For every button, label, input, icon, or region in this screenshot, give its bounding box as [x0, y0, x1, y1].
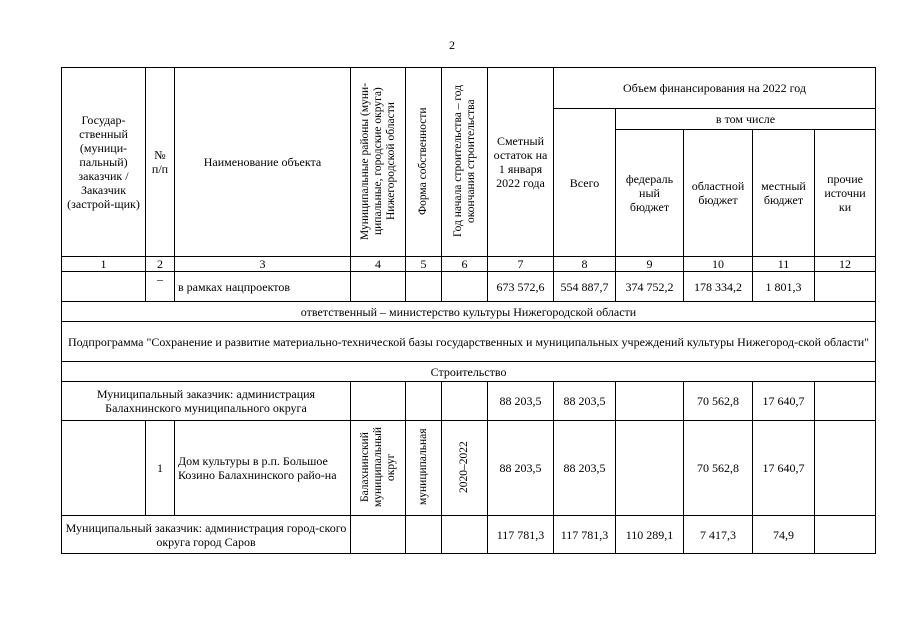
object1-num: 1 — [146, 421, 175, 516]
col-number: 11 — [753, 257, 815, 272]
object1-ownership-text: муниципальная — [417, 428, 429, 505]
header-years — [442, 68, 488, 257]
customer2-regional: 7 417,3 — [684, 516, 753, 554]
empty-cell — [406, 272, 442, 302]
natsproject-name: в рамках нацпроектов — [175, 272, 351, 302]
col-number: 2 — [146, 257, 175, 272]
col-number: 9 — [616, 257, 684, 272]
responsible-row — [62, 302, 876, 322]
empty-cell — [62, 421, 146, 516]
empty-cell — [616, 421, 684, 516]
header-districts — [351, 68, 406, 257]
empty-cell — [351, 516, 406, 554]
col-number: 3 — [175, 257, 351, 272]
header-including: в том числе — [616, 109, 876, 130]
empty-cell — [351, 272, 406, 302]
empty-cell — [406, 382, 442, 421]
customer2-estimate: 117 781,3 — [488, 516, 554, 554]
natsproject-regional: 178 334,2 — [684, 272, 753, 302]
customer1-local: 17 640,7 — [753, 382, 815, 421]
header-local: местный бюджет — [753, 130, 815, 257]
empty-cell — [815, 421, 876, 516]
empty-cell — [616, 382, 684, 421]
header-other: прочие источни ки — [815, 130, 876, 257]
section-row — [62, 362, 876, 382]
header-number: № п/п — [146, 68, 175, 257]
customer1-total: 88 203,5 — [554, 382, 616, 421]
natsproject-total: 554 887,7 — [554, 272, 616, 302]
header-districts-text: Муниципальные районы (муни-ципальные, городские округа) Нижегородской области — [358, 81, 397, 240]
natsproject-num: – — [146, 272, 175, 302]
object1-years — [442, 421, 488, 516]
section-title: Строительство — [62, 362, 876, 382]
customer2-total: 117 781,3 — [554, 516, 616, 554]
col-number: 7 — [488, 257, 554, 272]
object1-local: 17 640,7 — [753, 421, 815, 516]
customer2-federal: 110 289,1 — [616, 516, 684, 554]
header-total: Всего — [554, 109, 616, 257]
object1-regional: 70 562,8 — [684, 421, 753, 516]
natsproject-local: 1 801,3 — [753, 272, 815, 302]
col-number: 12 — [815, 257, 876, 272]
object1-total: 88 203,5 — [554, 421, 616, 516]
header-years-text: Год начала строительства – год окончания строительства — [451, 84, 477, 237]
customer1-label: Муниципальный заказчик: администрация Балахнинского муниципального округа — [62, 382, 351, 421]
customer1-estimate: 88 203,5 — [488, 382, 554, 421]
customer2-row — [62, 516, 876, 554]
empty-cell — [62, 272, 146, 302]
header-object-name: Наименование объекта — [175, 68, 351, 257]
natsproject-row — [62, 272, 876, 302]
col-number: 4 — [351, 257, 406, 272]
col-number: 1 — [62, 257, 146, 272]
customer2-local: 74,9 — [753, 516, 815, 554]
header-funding-group: Объем финансирования на 2022 год — [554, 68, 876, 109]
empty-cell — [406, 516, 442, 554]
natsproject-estimate: 673 572,6 — [488, 272, 554, 302]
col-number: 6 — [442, 257, 488, 272]
empty-cell — [351, 382, 406, 421]
empty-cell — [442, 382, 488, 421]
header-estimate-balance: Сметный остаток на 1 января 2022 года — [488, 68, 554, 257]
header-row-1 — [62, 68, 876, 109]
object1-row — [62, 421, 876, 516]
empty-cell — [815, 516, 876, 554]
column-numbers-row — [62, 257, 876, 272]
customer1-row — [62, 382, 876, 421]
subprogram-row — [62, 322, 876, 362]
page-number: 2 — [449, 38, 455, 52]
financing-table — [61, 67, 876, 554]
header-ownership-text: Форма собственности — [417, 106, 429, 215]
object1-years-text: 2020–2022 — [458, 440, 470, 493]
natsproject-federal: 374 752,2 — [616, 272, 684, 302]
empty-cell — [442, 516, 488, 554]
customer1-regional: 70 562,8 — [684, 382, 753, 421]
empty-cell — [442, 272, 488, 302]
header-federal: федераль ный бюджет — [616, 130, 684, 257]
customer2-label: Муниципальный заказчик: администрация город-ского округа город Саров — [62, 516, 351, 554]
col-number: 5 — [406, 257, 442, 272]
empty-cell — [815, 272, 876, 302]
object1-ownership — [406, 421, 442, 516]
subprogram-title: Подпрограмма "Сохранение и развитие материально-технической базы государственных и муниципальных учреждений культуры Нижегород-ской области" — [62, 322, 876, 362]
header-ownership — [406, 68, 442, 257]
empty-cell — [815, 382, 876, 421]
object1-estimate: 88 203,5 — [488, 421, 554, 516]
col-number: 8 — [554, 257, 616, 272]
object1-district-text: Балахнинский муниципальный округ — [358, 426, 397, 507]
col-number: 10 — [684, 257, 753, 272]
responsible-text: ответственный – министерство культуры Нижегородской области — [62, 302, 876, 322]
object1-name: Дом культуры в р.п. Большое Козино Балахнинского райо-на — [175, 421, 351, 516]
header-customer: Государ-ственный (муници-пальный) заказчик / Заказчик (застрой-щик) — [62, 68, 146, 257]
header-regional: областной бюджет — [684, 130, 753, 257]
object1-district — [351, 421, 406, 516]
